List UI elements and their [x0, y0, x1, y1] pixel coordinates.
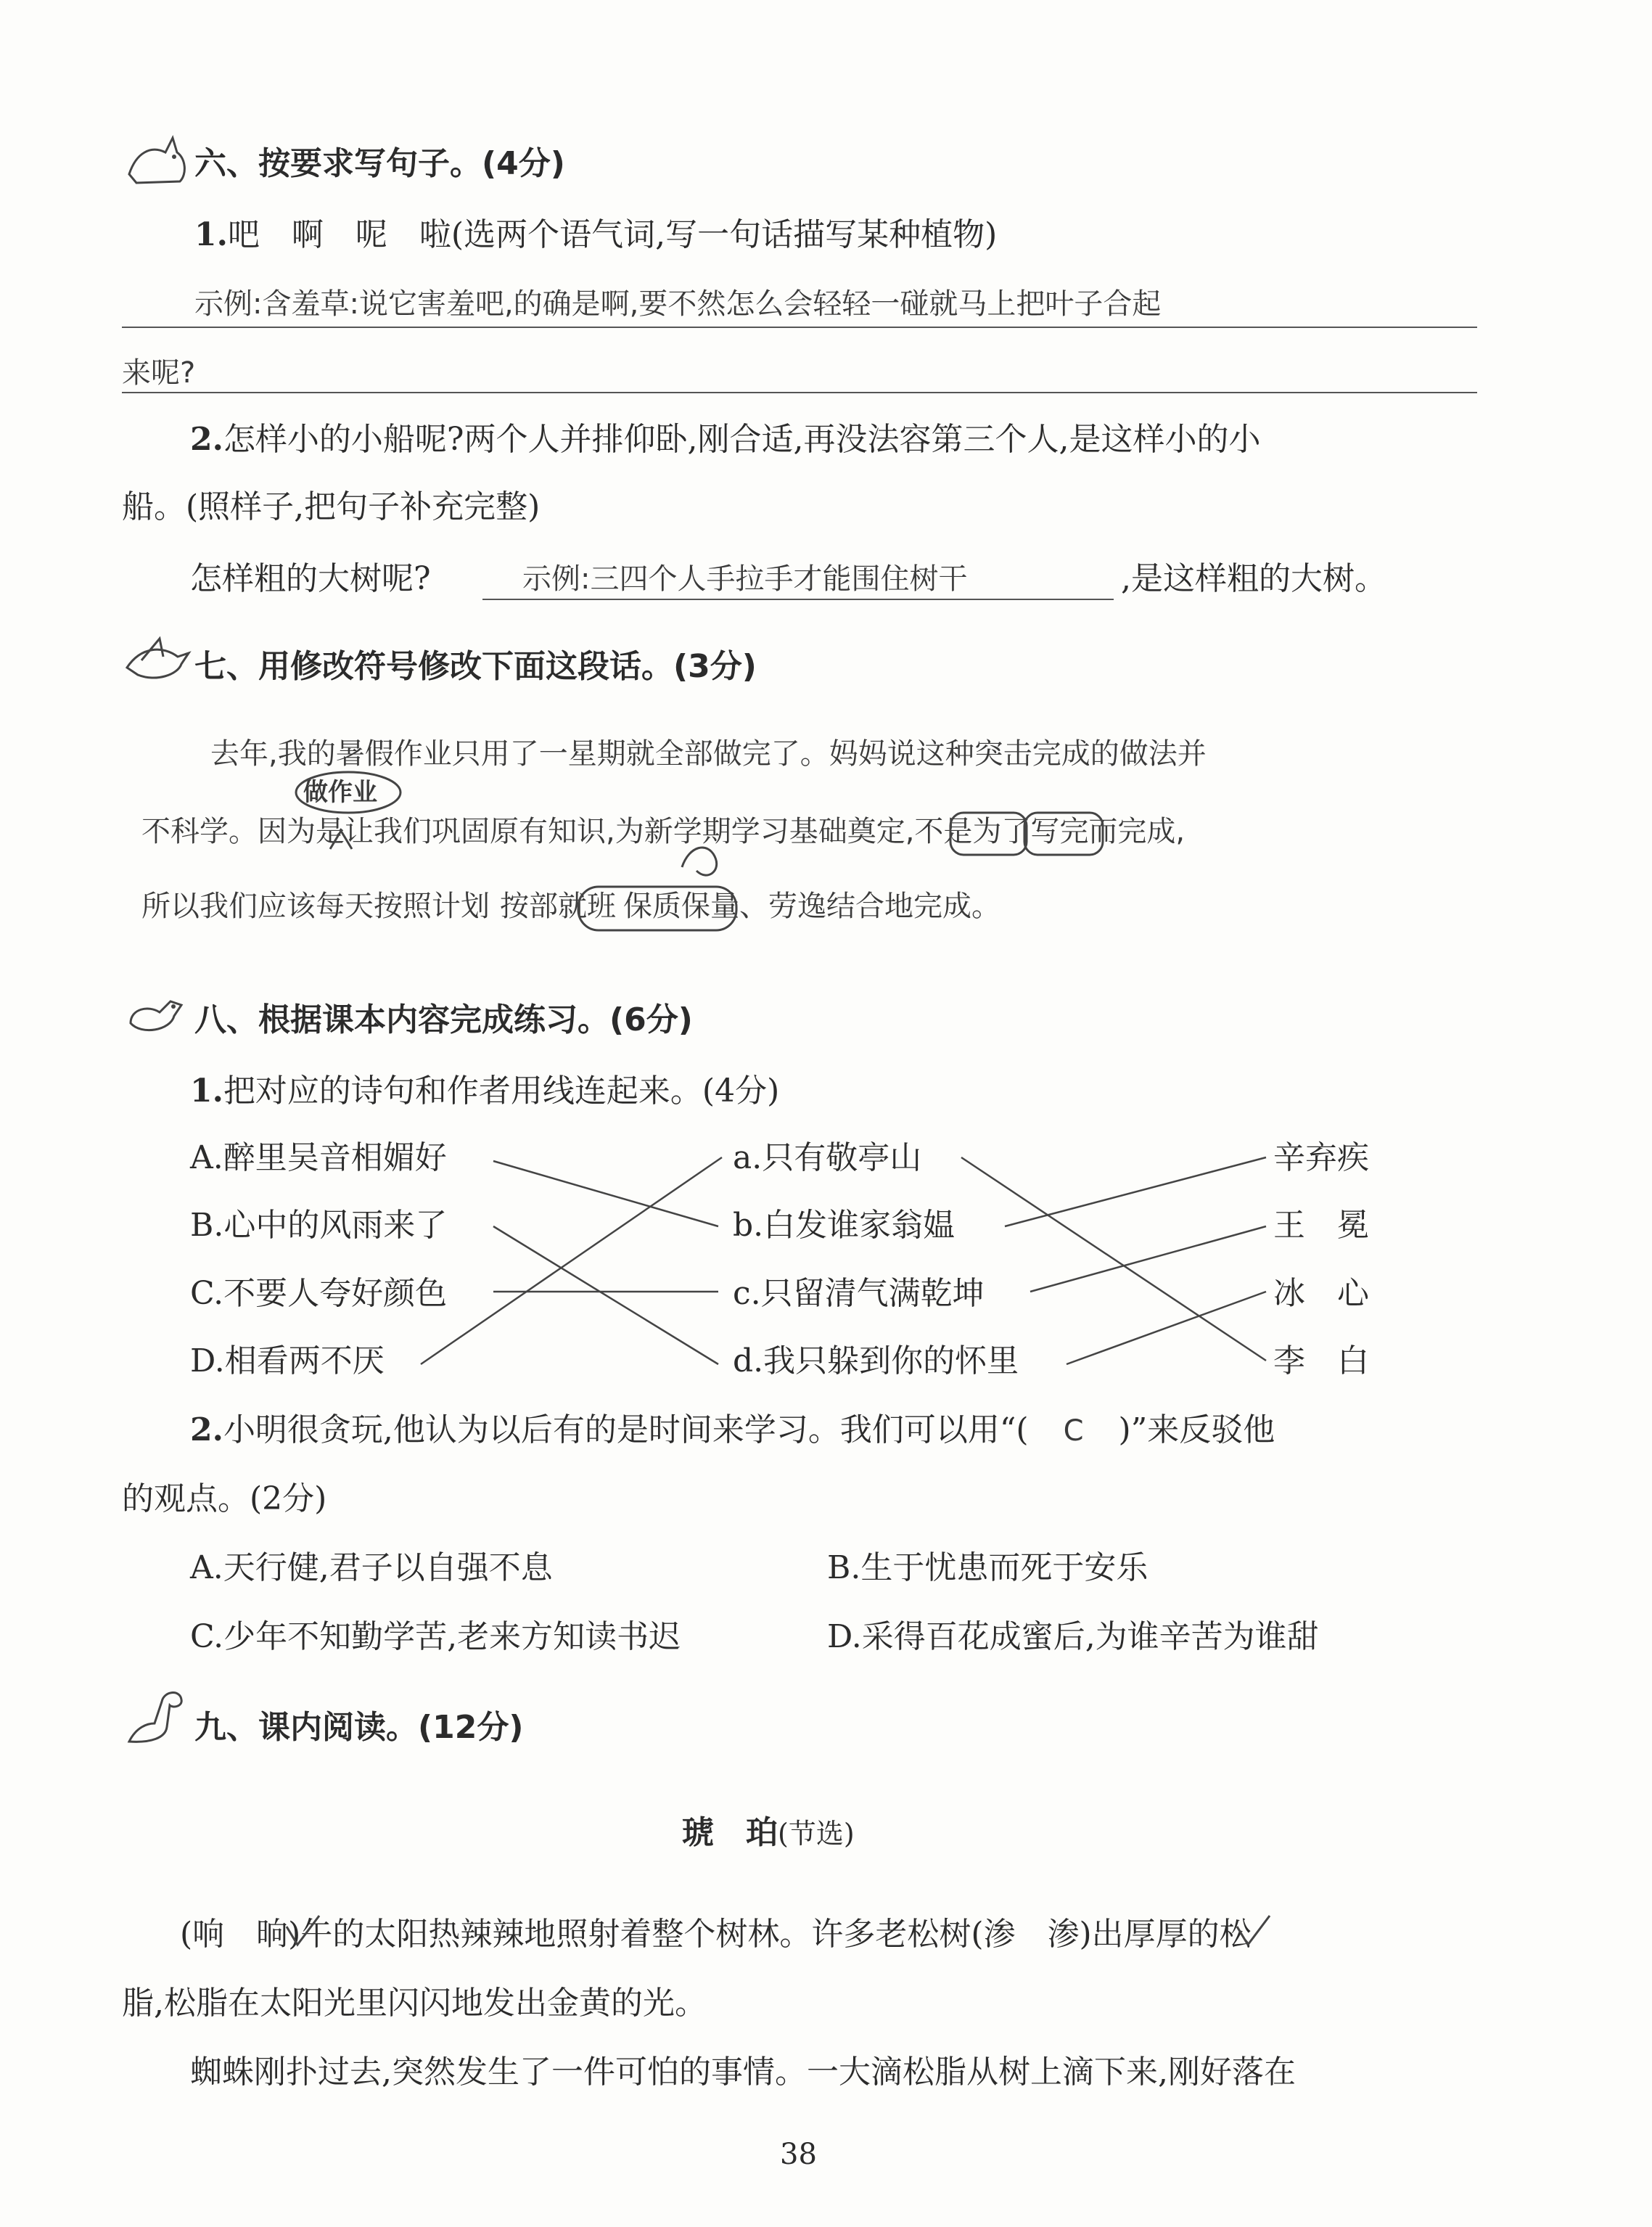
p2-line1: 蜘蛛刚扑过去,突然发生了一件可怕的事情。一大滴松脂从树上滴下来,刚好落在	[190, 2054, 1296, 2091]
s8-right-4: 李 白	[1273, 1342, 1369, 1379]
s6-q2-line2: 船。(照样子,把句子补充完整)	[122, 488, 541, 525]
s8-left-4: D.相看两不厌	[190, 1342, 385, 1379]
s6-q1-answer-line2: 来呢?	[122, 356, 196, 390]
page-number: 38	[780, 2138, 817, 2171]
s7-line3-circled: 按部就班	[500, 890, 616, 923]
s8-middle-3: c.只留清气满乾坤	[733, 1275, 985, 1312]
p1-text-1: 午的太阳热辣辣地照射着整个树林。许多老松树(渗	[300, 1916, 1048, 1953]
s8-option-A: A.天行健,君子以自强不息	[190, 1549, 553, 1586]
s8-q2-text-end: )”来反驳他	[1118, 1411, 1275, 1448]
s6-q2-text: 怎样小的小船呢?两个人并排仰卧,刚合适,再没法容第三个人,是这样小的小	[223, 421, 1261, 458]
s7-circled-1: 基础	[789, 815, 847, 848]
s8-middle-4: d.我只躲到你的怀里	[733, 1342, 1019, 1379]
s7-line3-a: 所以我们应该每天按照计划	[141, 890, 490, 923]
section-7-title: 七、用修改符号修改下面这段话。(3分)	[194, 648, 757, 685]
check-mark-2	[1237, 1916, 1270, 1945]
s7-line3-b: 保质保量、劳逸结合地完成。	[623, 890, 1000, 923]
s8-right-3: 冰 心	[1273, 1275, 1369, 1312]
s6-q2-fill-prefix: 怎样粗的大树呢?	[190, 560, 431, 597]
s8-option-D: D.采得百花成蜜后,为谁辛苦为谁甜	[827, 1618, 1319, 1655]
s8-left-2: B.心中的风雨来了	[190, 1207, 448, 1244]
s6-q1-prompt: 吧 啊 呢 啦(选两个语气词,写一句话描写某种植物)	[227, 216, 998, 253]
p1-options-1: (响 晌)	[180, 1916, 301, 1953]
s8-q2-number: 2.	[190, 1411, 223, 1448]
section-9-title: 九、课内阅读。(12分)	[194, 1709, 524, 1746]
s8-left-3: C.不要人夸好颜色	[190, 1275, 448, 1312]
s8-option-C: C.少年不知勤学苦,老来方知读书迟	[190, 1618, 681, 1655]
s7-line1: 去年,我的暑假作业只用了一星期就全部做完了。妈妈说这种突击完成的做法并	[210, 737, 1207, 771]
s8-q1-prompt: 把对应的诗句和作者用线连起来。(4分)	[223, 1073, 780, 1110]
section-8-title: 八、根据课本内容完成练习。(6分)	[194, 1001, 693, 1038]
p1-options-2: 渗	[1047, 1916, 1080, 1953]
s6-q1-number: 1.	[194, 216, 228, 253]
s8-q2-text: 小明很贪玩,他认为以后有的是时间来学习。我们可以用“(	[223, 1411, 1029, 1448]
s8-right-2: 王 冕	[1273, 1207, 1369, 1244]
s8-right-1: 辛弃疾	[1273, 1139, 1369, 1176]
check-mark-1	[287, 1916, 319, 1945]
s8-left-1: A.醉里吴音相媚好	[190, 1139, 447, 1176]
s6-q2-fill-suffix: ,是这样粗的大树。	[1121, 560, 1386, 597]
s7-line2-b: ,不是为了写完而完成,	[905, 815, 1185, 848]
passage-title: 琥 珀	[682, 1814, 778, 1851]
s8-middle-2: b.白发谁家翁媪	[733, 1207, 956, 1244]
s8-option-B: B.生于忧患而死于安乐	[827, 1549, 1148, 1586]
s6-q1-answer-line1: 示例:含羞草:说它害羞吧,的确是啊,要不然怎么会轻轻一碰就马上把叶子合起	[194, 287, 1162, 321]
s8-q2-line2: 的观点。(2分)	[122, 1480, 327, 1517]
s7-circled-2: 奠定	[847, 815, 905, 848]
s8-q1-number: 1.	[190, 1073, 223, 1110]
s8-middle-1: a.只有敬亭山	[733, 1139, 922, 1176]
s7-line2-a: 不科学。因为是让我们巩固原有知识,为新学期学习	[141, 815, 789, 848]
p1-line2: 脂,松脂在太阳光里闪闪地发出金黄的光。	[122, 1985, 707, 2022]
p1-text-2: )出厚厚的松	[1079, 1916, 1252, 1953]
section-6-title: 六、按要求写句子。(4分)	[194, 145, 565, 182]
s6-q2-fill-answer: 示例:三四个人手拉手才能围住树干	[522, 562, 968, 596]
passage-subtitle: (节选)	[778, 1818, 855, 1850]
s6-q2-number: 2.	[190, 421, 223, 458]
s8-q2-answer: C	[1063, 1414, 1084, 1448]
s7-insert-mark: 做作业	[303, 778, 377, 807]
